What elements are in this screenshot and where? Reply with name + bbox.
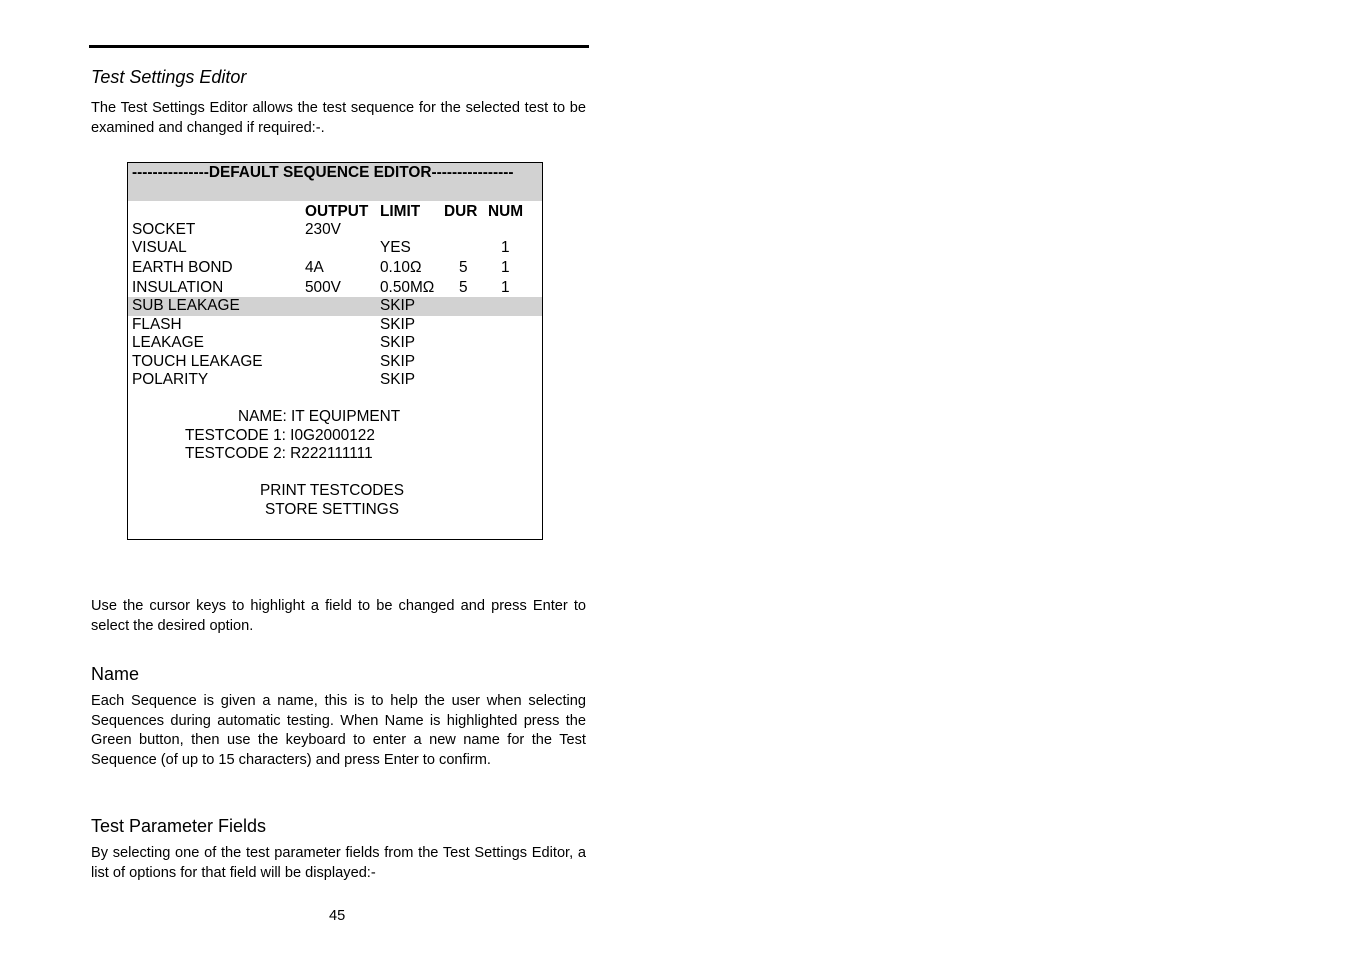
header-limit: LIMIT: [380, 203, 421, 220]
cell-name: EARTH BOND: [132, 259, 233, 276]
cell-name: FLASH: [132, 316, 182, 333]
test-row-touch-leakage[interactable]: [128, 353, 542, 372]
testcode2-field[interactable]: TESTCODE 2: R222111111: [185, 445, 373, 462]
test-row-polarity[interactable]: [128, 371, 542, 390]
cell-name: POLARITY: [132, 371, 209, 388]
cell-name: TOUCH LEAKAGE: [132, 353, 263, 370]
name-paragraph: Each Sequence is given a name, this is to help the user when selecting Sequences during automatic testing. When Name is highlighted press the Green button, then use the keyboard to enter a new name for the Test Sequence (of up to 15 characters) and press Enter to confirm.: [91, 693, 586, 768]
testcode1-field[interactable]: TESTCODE 1: I0G2000122: [185, 427, 375, 444]
print-testcodes-option[interactable]: PRINT TESTCODES: [260, 482, 404, 499]
cell-name: LEAKAGE: [132, 334, 204, 351]
cell-name: SUB LEAKAGE: [132, 297, 240, 314]
store-settings-option[interactable]: STORE SETTINGS: [265, 501, 399, 518]
test-row-leakage[interactable]: [128, 334, 542, 353]
test-row-insulation[interactable]: [128, 279, 542, 298]
cell-limit[interactable]: SKIP: [380, 316, 416, 333]
sequence-editor-screen: [127, 162, 543, 540]
header-output: OUTPUT: [305, 203, 369, 220]
cell-num[interactable]: 1: [501, 279, 510, 296]
cell-num[interactable]: 1: [501, 259, 510, 276]
test-row-visual[interactable]: [128, 239, 542, 258]
screen-title: ---------------DEFAULT SEQUENCE EDITOR----------------: [128, 163, 542, 201]
test-row-sub-leakage[interactable]: [128, 297, 542, 316]
cursor-paragraph: Use the cursor keys to highlight a field to be changed and press Enter to select the desired option.: [91, 598, 586, 634]
cell-dur[interactable]: 5: [459, 259, 468, 276]
cell-num[interactable]: 1: [501, 239, 510, 256]
cell-dur[interactable]: 5: [459, 279, 468, 296]
section-heading: Test Settings Editor: [91, 67, 247, 87]
cell-output[interactable]: 500V: [305, 279, 341, 296]
params-heading: Test Parameter Fields: [91, 816, 267, 836]
cell-name: SOCKET: [132, 221, 196, 238]
cell-output[interactable]: 230V: [305, 221, 341, 238]
sequence-name-field[interactable]: NAME: IT EQUIPMENT: [238, 408, 401, 425]
test-row-earth-bond[interactable]: [128, 259, 542, 278]
cell-name: VISUAL: [132, 239, 187, 256]
cell-limit[interactable]: SKIP: [380, 353, 416, 370]
cell-limit[interactable]: SKIP: [380, 297, 416, 314]
name-heading: Name: [91, 664, 140, 684]
cell-output[interactable]: 4A: [305, 259, 324, 276]
cell-limit[interactable]: YES: [380, 239, 411, 256]
cell-limit[interactable]: SKIP: [380, 334, 416, 351]
cell-limit[interactable]: 0.10Ω: [380, 259, 422, 276]
test-row-flash[interactable]: [128, 316, 542, 335]
params-paragraph: By selecting one of the test parameter fields from the Test Settings Editor, a list of options for that field will be displayed:-: [91, 845, 586, 881]
top-rule: [89, 45, 589, 48]
cell-limit[interactable]: 0.50MΩ: [380, 279, 435, 296]
test-row-socket[interactable]: [128, 221, 542, 240]
cell-name: INSULATION: [132, 279, 224, 296]
header-num: NUM: [488, 203, 524, 220]
cell-limit[interactable]: SKIP: [380, 371, 416, 388]
intro-paragraph: The Test Settings Editor allows the test sequence for the selected test to be examined and changed if required:-.: [91, 100, 586, 136]
header-dur: DUR: [444, 203, 478, 220]
page-number: 45: [329, 908, 346, 924]
